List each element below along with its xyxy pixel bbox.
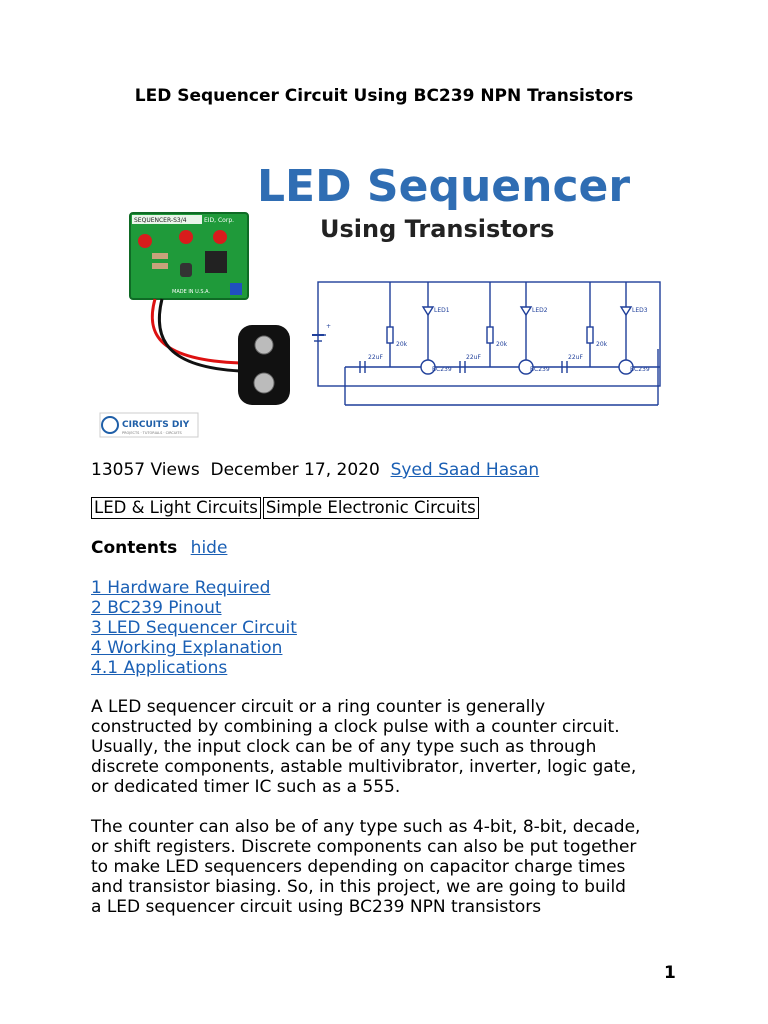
- battery-snap: [238, 325, 290, 405]
- schematic-led1-label: LED1: [434, 307, 450, 314]
- post-date: December 17, 2020: [210, 460, 380, 480]
- schematic-c2-label: 22uF: [466, 354, 481, 361]
- category-tags: [91, 497, 481, 519]
- pcb-made: MADE IN U.S.A.: [172, 289, 211, 295]
- toc-item-led-sequencer-circuit[interactable]: 3 LED Sequencer Circuit: [91, 618, 297, 638]
- schematic-r1-label: 20k: [396, 341, 408, 348]
- intro-paragraph: [91, 697, 691, 797]
- toc-item-bc239-pinout[interactable]: 2 BC239 Pinout: [91, 598, 222, 618]
- paragraph-line: or shift registers. Discrete components can also be put together: [91, 837, 637, 857]
- paragraph-line: constructed by combining a clock pulse with a counter circuit.: [91, 717, 620, 737]
- schematic-battery-plus: +: [326, 323, 332, 330]
- page-number: 1: [664, 963, 676, 983]
- contents-heading: Contents: [91, 538, 178, 558]
- pcb-label: SEQUENCER-S3/4: [134, 217, 187, 224]
- schematic-c1-label: 22uF: [368, 354, 383, 361]
- tag-led-light-circuits[interactable]: LED & Light Circuits: [91, 497, 261, 519]
- schematic-q2-label: BC239: [530, 366, 550, 373]
- schematic-q1-label: BC239: [432, 366, 452, 373]
- schematic-led3-label: LED3: [632, 307, 648, 314]
- schematic-r2-label: 20k: [496, 341, 508, 348]
- tag-simple-electronic-circuits[interactable]: Simple Electronic Circuits: [263, 497, 479, 519]
- paragraph-line: A LED sequencer circuit or a ring counter is generally: [91, 697, 546, 717]
- paragraph-line: The counter can also be of any type such as 4-bit, 8-bit, decade,: [91, 817, 641, 837]
- circuits-diy-logo: [100, 413, 198, 437]
- schematic-r3-label: 20k: [596, 341, 608, 348]
- hero-image: [90, 135, 682, 445]
- counter-paragraph: [91, 817, 691, 917]
- toc-item-applications[interactable]: 4.1 Applications: [91, 658, 228, 678]
- schematic-q3-label: BC239: [630, 366, 650, 373]
- svg-text:CIRCUITS DIY: CIRCUITS DIY: [122, 420, 190, 430]
- paragraph-line: a LED sequencer circuit using BC239 NPN transistors: [91, 897, 542, 917]
- paragraph-line: Usually, the input clock can be of any type such as through: [91, 737, 597, 757]
- paragraph-line: discrete components, astable multivibrator, inverter, logic gate,: [91, 757, 637, 777]
- paragraph-line: or dedicated timer IC such as a 555.: [91, 777, 401, 797]
- post-meta: [91, 460, 539, 480]
- schematic-led2-label: LED2: [532, 307, 548, 314]
- view-count: 13057 Views: [91, 460, 200, 480]
- toc-item-working-explanation[interactable]: 4 Working Explanation: [91, 638, 283, 658]
- author-link[interactable]: Syed Saad Hasan: [390, 460, 540, 480]
- contents-header: [91, 538, 227, 558]
- table-of-contents: [91, 578, 297, 678]
- hero-subheadline: Using Transistors: [320, 215, 555, 243]
- contents-hide-link[interactable]: hide: [190, 538, 228, 558]
- svg-text:PROJECTS · TUTORIALS · CIRCUIT: PROJECTS · TUTORIALS · CIRCUITS: [122, 431, 182, 435]
- paragraph-line: and transistor biasing. So, in this project, we are going to build: [91, 877, 626, 897]
- schematic-c3-label: 22uF: [568, 354, 583, 361]
- paragraph-line: to make LED sequencers depending on capacitor charge times: [91, 857, 626, 877]
- toc-item-hardware-required[interactable]: 1 Hardware Required: [91, 578, 271, 598]
- page-title: LED Sequencer Circuit Using BC239 NPN Transistors: [134, 86, 634, 106]
- hero-headline: LED Sequencer: [257, 161, 631, 212]
- pcb-brand: EID, Corp.: [204, 217, 235, 224]
- pcb-board: [130, 213, 248, 299]
